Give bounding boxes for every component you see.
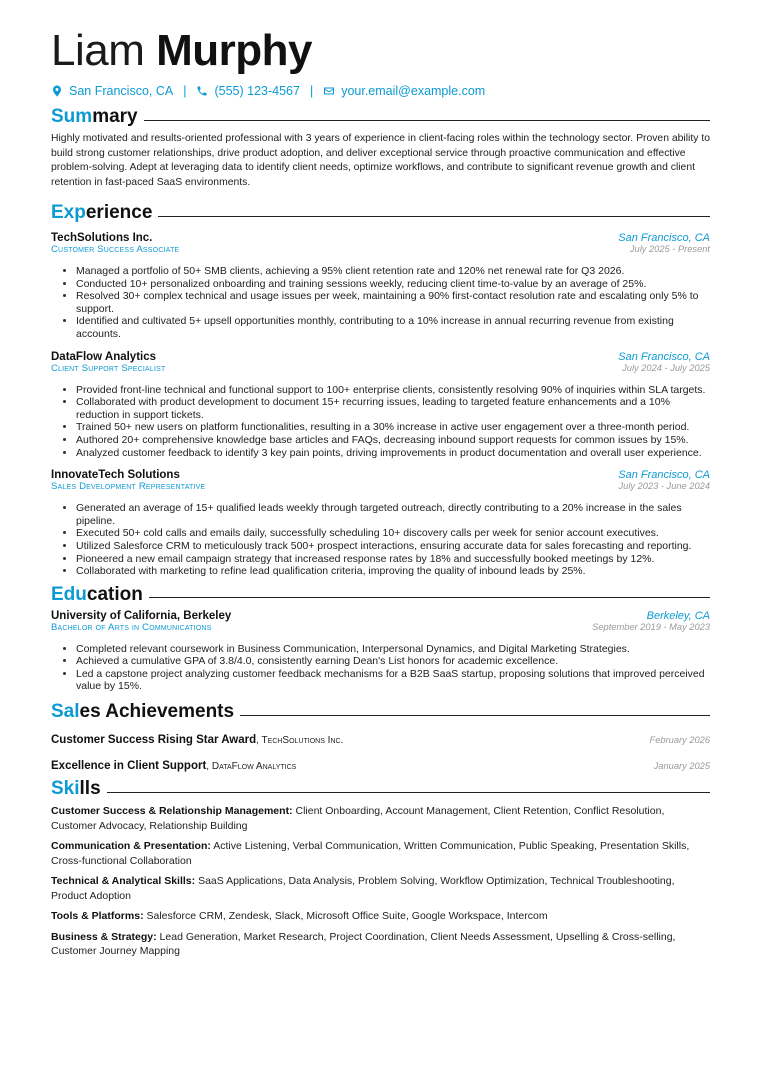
award-date: January 2025	[653, 761, 710, 772]
contact-line	[51, 84, 710, 98]
job-dates: July 2023 - June 2024	[618, 481, 710, 492]
job-title: Client Support Specialist	[51, 362, 166, 374]
skill-label: Business & Strategy:	[51, 930, 157, 943]
section-divider	[240, 715, 710, 716]
skill-values: Client Onboarding, Account Management, Client Retention, Conflict Resolution, Customer Advocacy, Relationship Building	[51, 805, 665, 832]
phone-text: (555) 123-4567	[214, 84, 300, 98]
company-name: TechSolutions Inc.	[51, 232, 153, 244]
skill-group	[51, 930, 710, 959]
skill-group	[51, 839, 710, 868]
skill-values: SaaS Applications, Data Analysis, Problem Solving, Workflow Optimization, Technical Troubleshooting, Product Adoption	[51, 875, 675, 902]
section-divider	[158, 216, 710, 217]
list-item: • Authored 20+ comprehensive knowledge base articles and FAQs, decreasing inbound support requests for common issues by 15%.	[76, 434, 710, 447]
list-item: • Led a capstone project analyzing customer feedback mechanisms for a B2B SaaS startup, proposing solutions that improved perceived value by 15%.	[76, 668, 710, 693]
job-title: Sales Development Representative	[51, 481, 206, 493]
list-item: • Collaborated with product development to document 15+ recurring issues, leading to targeted feature enhancements and a 10% reduction in support tickets.	[76, 396, 710, 421]
school-location: Berkeley, CA	[646, 609, 710, 622]
skill-label: Technical & Analytical Skills:	[51, 875, 196, 888]
phone-icon	[196, 85, 208, 97]
location-text: San Francisco, CA	[69, 84, 174, 98]
achievements-heading: Sales Achievements	[51, 701, 710, 723]
skills-heading: Skills	[51, 778, 710, 800]
list-item: • Pioneered a new email campaign strategy that increased response rates by 18% and successfully booked meetings by 12%.	[76, 553, 710, 566]
list-item: • Provided front-line technical and functional support to 100+ enterprise clients, consistently resolving 90% of inquiries within SLA targets.	[76, 384, 710, 397]
job-dates: July 2025 - Present	[629, 244, 710, 254]
job-location: San Francisco, CA	[618, 469, 710, 482]
job-bullets	[51, 384, 710, 460]
summary-text: Highly motivated and results-oriented professional with 3 years of experience in client-facing roles within the technology sector. Proven ability to build strong customer relationships, drive product adoption, and deliver exceptional service through proactive communication and effective problem-solving. Adept at leveraging data to identify client needs, optimize workflows, and contribute to significant revenue growth and client retention in fast-paced SaaS environments.	[51, 133, 710, 188]
skill-group	[51, 874, 710, 903]
section-divider	[144, 120, 710, 121]
list-item: • Managed a portfolio of 50+ SMB clients, achieving a 95% client retention rate and 120% net renewal rate for Q3 2026.	[76, 265, 710, 278]
map-pin-icon	[51, 85, 63, 97]
degree: Bachelor of Arts in Communications	[51, 621, 212, 633]
list-item: • Utilized Salesforce CRM to meticulously track 500+ prospect interactions, ensuring accurate data for sales forecasting and reporting.	[76, 540, 710, 553]
summary-heading: Summary	[51, 106, 710, 128]
contact-email[interactable]	[323, 84, 485, 98]
list-item: • Generated an average of 15+ qualified leads weekly through targeted outreach, directly contributing to a 20% increase in the sales pipeline.	[76, 502, 710, 527]
candidate-name	[51, 26, 710, 76]
experience-heading: Experience	[51, 202, 710, 224]
job-location: San Francisco, CA	[618, 232, 710, 244]
experience-entry	[51, 232, 710, 341]
list-item: • Trained 50+ new users on platform functionalities, resulting in a 30% increase in active user engagement over a three-month period.	[76, 421, 710, 434]
skill-label: Communication & Presentation:	[51, 840, 211, 853]
award-org: DataFlow Analytics	[211, 761, 297, 773]
job-title: Customer Success Associate	[51, 244, 180, 255]
award-title: Excellence in Client Support	[51, 760, 207, 773]
list-item: • Resolved 30+ complex technical and usage issues per week, maintaining a 90% first-contact resolution rate and escalating only 5% to support.	[76, 290, 710, 315]
school-name: University of California, Berkeley	[51, 609, 232, 622]
education-entry	[51, 610, 710, 693]
list-item: • Executed 50+ cold calls and emails daily, successfully scheduling 10+ discovery calls per week for senior account executives.	[76, 527, 710, 540]
skill-label: Customer Success & Relationship Management:	[51, 805, 293, 818]
education-dates: September 2019 - May 2023	[592, 621, 710, 632]
company-name: InnovateTech Solutions	[51, 469, 180, 482]
award-org: TechSolutions Inc.	[261, 735, 344, 747]
first-name: Liam	[51, 26, 145, 75]
achievement-item: Excellence in Client Support, DataFlow Analytics January 2025	[51, 760, 710, 773]
skill-values: Active Listening, Verbal Communication, Written Communication, Public Speaking, Presentation Skills, Cross-functional Collaboration	[51, 840, 690, 867]
skill-group	[51, 909, 710, 924]
education-heading: Education	[51, 584, 710, 606]
list-item: • Identified and cultivated 5+ upsell opportunities monthly, contributing to a 10% increase in annual recurring revenue from existing accounts.	[76, 315, 710, 340]
education-bullets	[51, 643, 710, 693]
skill-label: Tools & Platforms:	[51, 910, 144, 923]
achievement-item: Customer Success Rising Star Award, TechSolutions Inc. February 2026	[51, 734, 710, 747]
contact-separator: |	[183, 84, 187, 98]
list-item: • Analyzed customer feedback to identify 3 key pain points, driving improvements in product documentation and overall user experience.	[76, 447, 710, 460]
award-date: February 2026	[649, 735, 710, 746]
contact-separator: |	[309, 84, 314, 98]
job-dates: July 2024 - July 2025	[622, 362, 710, 373]
job-bullets	[51, 502, 710, 578]
skill-values: Salesforce CRM, Zendesk, Slack, Microsoft Office Suite, Google Workspace, Intercom	[146, 910, 548, 923]
job-location: San Francisco, CA	[618, 350, 710, 363]
list-item: • Achieved a cumulative GPA of 3.8/4.0, consistently earning Dean's List honors for academic excellence.	[76, 655, 710, 668]
company-name: DataFlow Analytics	[51, 350, 157, 363]
last-name: Murphy	[156, 26, 312, 75]
section-divider	[149, 597, 710, 598]
skill-group	[51, 804, 710, 833]
contact-location	[51, 84, 173, 98]
experience-entry	[51, 351, 710, 460]
list-item: • Collaborated with marketing to refine lead qualification criteria, improving the quality of inbound leads by 25%.	[76, 565, 710, 578]
skill-values: Lead Generation, Market Research, Project Coordination, Client Needs Assessment, Upselling & Cross-selling, Customer Journey Mapping	[51, 930, 676, 958]
email-link[interactable]: your.email@example.com	[341, 84, 486, 98]
section-divider	[107, 792, 710, 793]
envelope-icon	[323, 85, 335, 97]
list-item: • Completed relevant coursework in Business Communication, Interpersonal Dynamics, and Digital Marketing Strategies.	[76, 643, 710, 656]
contact-phone[interactable]	[196, 84, 299, 98]
award-title: Customer Success Rising Star Award	[51, 734, 257, 747]
list-item: • Conducted 10+ personalized onboarding and training sessions weekly, reducing client time-to-value by an average of 25%.	[76, 278, 710, 291]
experience-entry	[51, 469, 710, 578]
job-bullets	[51, 265, 710, 341]
